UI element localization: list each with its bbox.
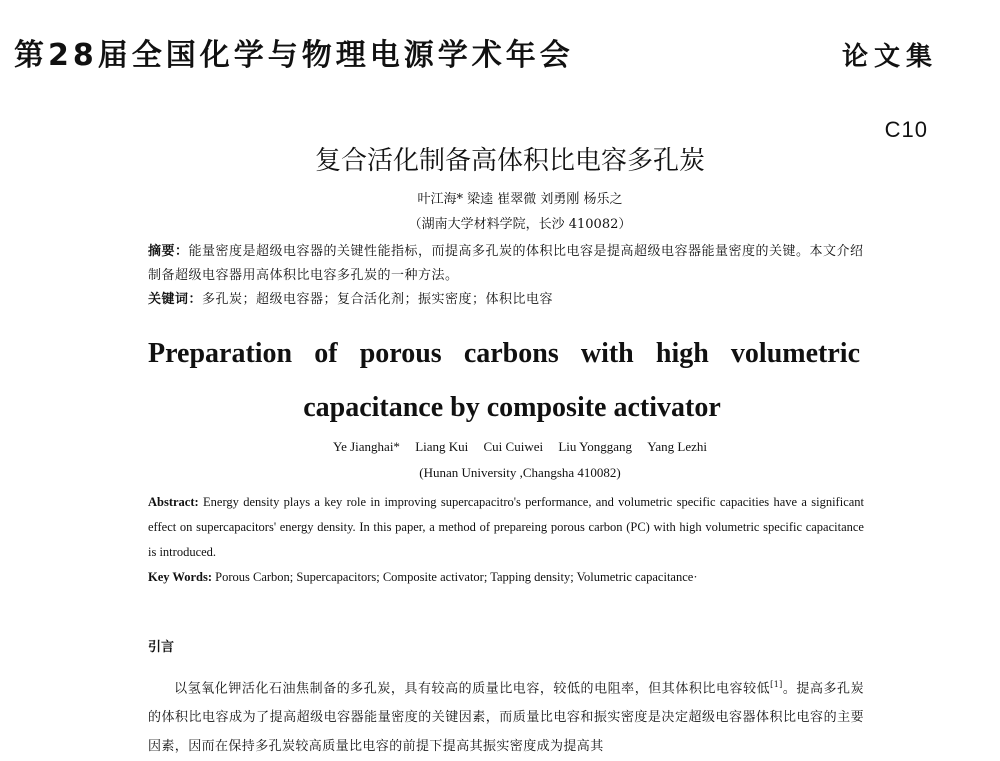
english-abstract-text: Energy density plays a key role in improving supercapacitro's performance, and volumetric specific capacities have a significant effect on supercapacitors' energy density. In this paper, a method of prepareing porous carbon (PC) with high volumetric specific capacitance is introduced.: [148, 495, 865, 559]
english-title-line1: Preparation of porous carbons with high volumetric: [148, 338, 860, 369]
english-abstract-block: [148, 490, 864, 590]
chinese-affiliation: （湖南大学材料学院，长沙 410082）: [408, 217, 632, 232]
author-name: Cui Cuiwei: [483, 439, 544, 454]
chinese-abstract-text: 能量密度是超级电容器的关键性能指标，而提高多孔炭的体积比电容是提高超级电容器能量密度的关键。本文介绍制备超级电容器用高体积比电容多孔炭的一种方法。: [148, 244, 864, 283]
chinese-title: 复合活化制备高体积比电容多孔炭: [314, 146, 705, 176]
author-name: Liu Yonggang: [558, 439, 633, 454]
english-keywords-text: Porous Carbon; Supercapacitors; Composite activator; Tapping density; Volumetric capacitance·: [215, 570, 698, 584]
chinese-abstract-block: [148, 240, 868, 312]
intro-heading: 引言: [148, 640, 175, 655]
chinese-keywords-text: 多孔炭；超级电容器；复合活化剂；振实密度；体积比电容: [202, 292, 554, 307]
english-keywords: [148, 565, 864, 590]
collection-label: 论文集: [841, 42, 938, 72]
chinese-keywords: [148, 288, 868, 312]
citation-ref: [1]: [770, 680, 783, 689]
english-affiliation: (Hunan University ,Changsha 410082): [419, 465, 621, 480]
english-authors: [0, 439, 1000, 455]
chinese-abstract-label: 摘要：: [148, 244, 189, 259]
author-name: Yang Lezhi: [647, 439, 707, 454]
paper-code: C10: [884, 117, 928, 142]
author-name: Liang Kui: [415, 439, 469, 454]
author-name: Ye Jianghai*: [333, 439, 400, 454]
chinese-abstract: [148, 240, 868, 288]
english-keywords-label: Key Words:: [148, 570, 213, 584]
english-title-line2: capacitance by composite activator: [303, 392, 721, 423]
chinese-keywords-label: 关键词：: [148, 292, 203, 307]
intro-paragraph: [148, 670, 864, 761]
english-abstract-label: Abstract:: [148, 495, 199, 509]
chinese-authors: 叶江海* 梁逵 崔翠微 刘勇刚 杨乐之: [417, 192, 623, 207]
conference-title: 第28届全国化学与物理电源学术年会: [14, 38, 574, 73]
intro-text-part2: 。提高多孔炭的体积比电容成为了提高超级电容器能量密度的关键因素，而质量比电容和振实密度是决定超级电容器体积比电容的主要因素，因而在保持多孔炭较高质量比电容的前提下提高其振实密度成为提高其: [148, 681, 864, 755]
english-abstract: [148, 490, 864, 565]
intro-text-part1: 以氢氧化钾活化石油焦制备的多孔炭，具有较高的质量比电容，较低的电阻率，但其体积比电容较低: [174, 681, 771, 697]
